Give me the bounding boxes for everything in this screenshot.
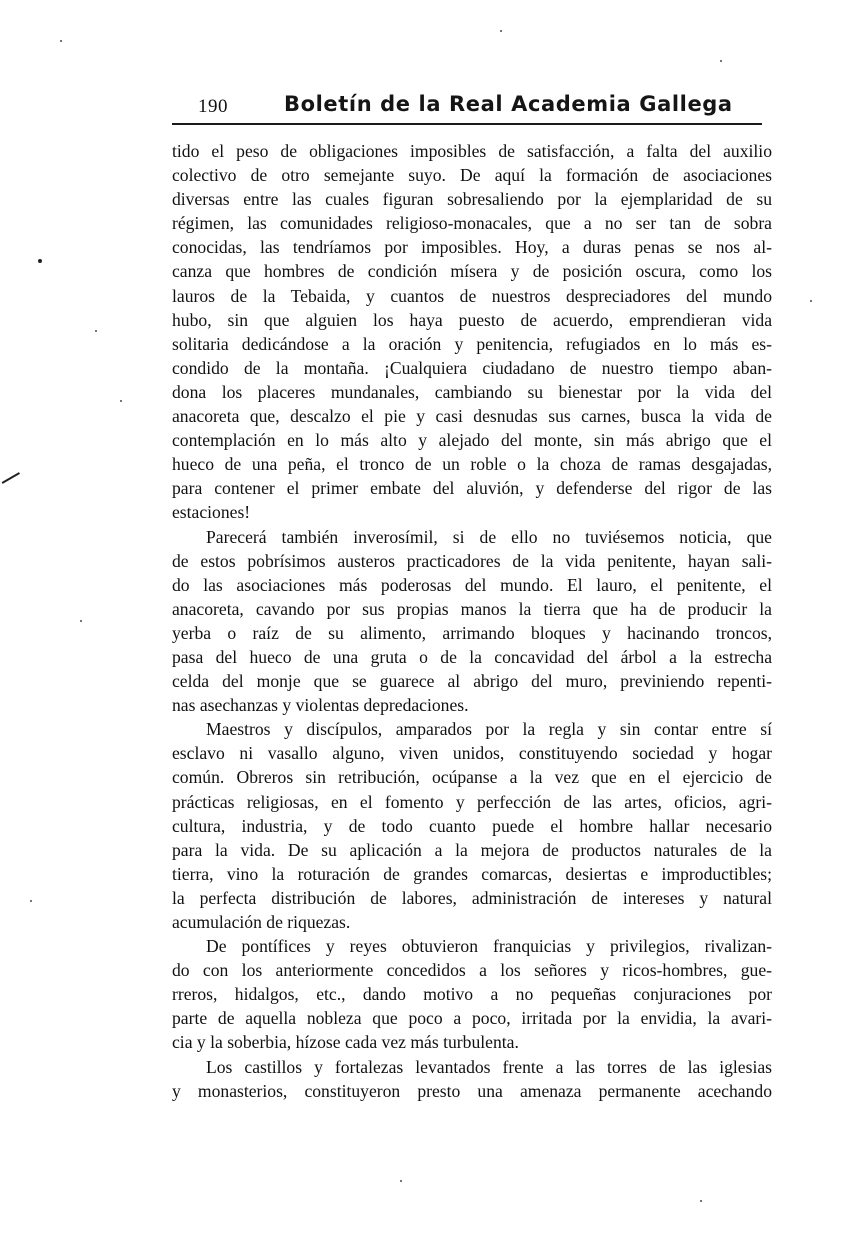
scan-speck — [700, 1200, 702, 1202]
text-line: condido de la montaña. ¡Cualquiera ciudadano de nuestro tiempo aban- — [172, 357, 772, 378]
text-line: hubo, sin que alguien los haya puesto de acuerdo, emprendieran vida — [172, 309, 772, 330]
text-line: contemplación en lo más alto y alejado del monte, sin más abrigo que el — [172, 430, 772, 451]
text-line: nas asechanzas y violentas depredaciones. — [172, 695, 469, 716]
text-line: tierra, vino la roturación de grandes comarcas, desiertas e improductibles; — [172, 863, 772, 884]
text-line: tido el peso de obligaciones imposibles de satisfacción, a falta del auxilio — [172, 141, 772, 161]
text-line: diversas entre las cuales figuran sobresaliendo por la ejemplaridad de su — [172, 189, 772, 210]
scan-speck — [60, 40, 62, 42]
text-line: canza que hombres de condición mísera y de posición oscura, como los — [172, 261, 772, 282]
text-line: estaciones! — [172, 502, 251, 523]
text-line: dona los placeres mundanales, cambiando su bienestar por la vida del — [172, 381, 772, 402]
text-line: do con los anteriormente concedidos a los señores y ricos-hombres, gue- — [172, 960, 772, 981]
text-line: cultura, industria, y de todo cuanto puede el hombre hallar necesario — [172, 815, 772, 836]
text-line: Maestros y discípulos, amparados por la regla y sin contar entre sí — [206, 719, 772, 740]
journal-title: Boletín de la Real Academia Gallega — [284, 92, 733, 116]
text-line: lauros de la Tebaida, y cuantos de nuestros despreciadores del mundo — [172, 285, 772, 306]
text-line: anacoreta, cavando por sus propias manos la tierra que ha de producir la — [172, 598, 772, 619]
text-line: hueco de una peña, el tronco de un roble o la choza de ramas desgajadas, — [172, 454, 772, 475]
scan-speck — [120, 400, 122, 402]
text-line: prácticas religiosas, en el fomento y perfección de las artes, oficios, agri- — [172, 791, 772, 812]
page-number: 190 — [198, 96, 228, 117]
text-line: acumulación de riquezas. — [172, 912, 351, 932]
scan-speck — [720, 60, 722, 62]
text-line: solitaria dedicándose a la oración y penitencia, refugiados en lo más es- — [172, 333, 772, 354]
text-line: Parecerá también inverosímil, si de ello no tuviésemos noticia, que — [206, 526, 772, 547]
text-line: parte de aquella nobleza que poco a poco, irritada por la envidia, la avari- — [172, 1008, 772, 1029]
text-line: de estos pobrísimos austeros practicadores de la vida penitente, hayan sali- — [172, 550, 772, 571]
header-rule — [172, 123, 762, 125]
body-text — [172, 139, 772, 1103]
scan-speck — [95, 330, 97, 332]
text-line: pasa del hueco de una gruta o de la concavidad del árbol a la estrecha — [172, 646, 772, 667]
text-line: do las asociaciones más poderosas del mundo. El lauro, el penitente, el — [172, 574, 772, 595]
text-line: régimen, las comunidades religioso-monacales, que a no ser tan de sobra — [172, 213, 772, 234]
text-line: para la vida. De su aplicación a la mejora de productos naturales de la — [172, 839, 772, 860]
text-line: conocidas, las tendríamos por imposibles. Hoy, a duras penas se nos al- — [172, 237, 772, 258]
margin-ink-dot — [38, 259, 42, 263]
text-line: yerba o raíz de su alimento, arrimando bloques y hacinando troncos, — [172, 622, 772, 643]
text-line: la perfecta distribución de labores, administración de intereses y natural — [172, 887, 772, 908]
text-line: celda del monje que se guarece al abrigo del muro, previniendo repenti- — [172, 671, 772, 692]
text-line: común. Obreros sin retribución, ocúpanse a la vez que en el ejercicio de — [172, 767, 772, 788]
text-line: Los castillos y fortalezas levantados frente a las torres de las iglesias — [206, 1056, 772, 1077]
text-line: colectivo de otro semejante suyo. De aquí la formación de asociaciones — [172, 165, 772, 186]
scan-speck — [500, 30, 502, 32]
text-line: y monasterios, constituyeron presto una amenaza permanente acechando — [172, 1080, 772, 1101]
text-line: esclavo ni vasallo alguno, viven unidos, constituyendo sociedad y hogar — [172, 743, 772, 764]
scan-speck — [810, 300, 812, 302]
running-header — [172, 92, 762, 122]
margin-ink-stroke — [2, 472, 20, 483]
text-line: para contener el primer embate del aluvión, y defenderse del rigor de las — [172, 478, 772, 499]
scan-speck — [80, 620, 82, 622]
scan-speck — [30, 900, 32, 902]
scan-speck — [400, 1180, 402, 1182]
text-line: rreros, hidalgos, etc., dando motivo a no pequeñas conjuraciones por — [172, 984, 772, 1005]
text-line: anacoreta que, descalzo el pie y casi desnudas sus carnes, busca la vida de — [172, 406, 772, 427]
text-line: cia y la soberbia, hízose cada vez más turbulenta. — [172, 1032, 519, 1053]
text-line: De pontífices y reyes obtuvieron franquicias y privilegios, rivalizan- — [206, 936, 772, 957]
